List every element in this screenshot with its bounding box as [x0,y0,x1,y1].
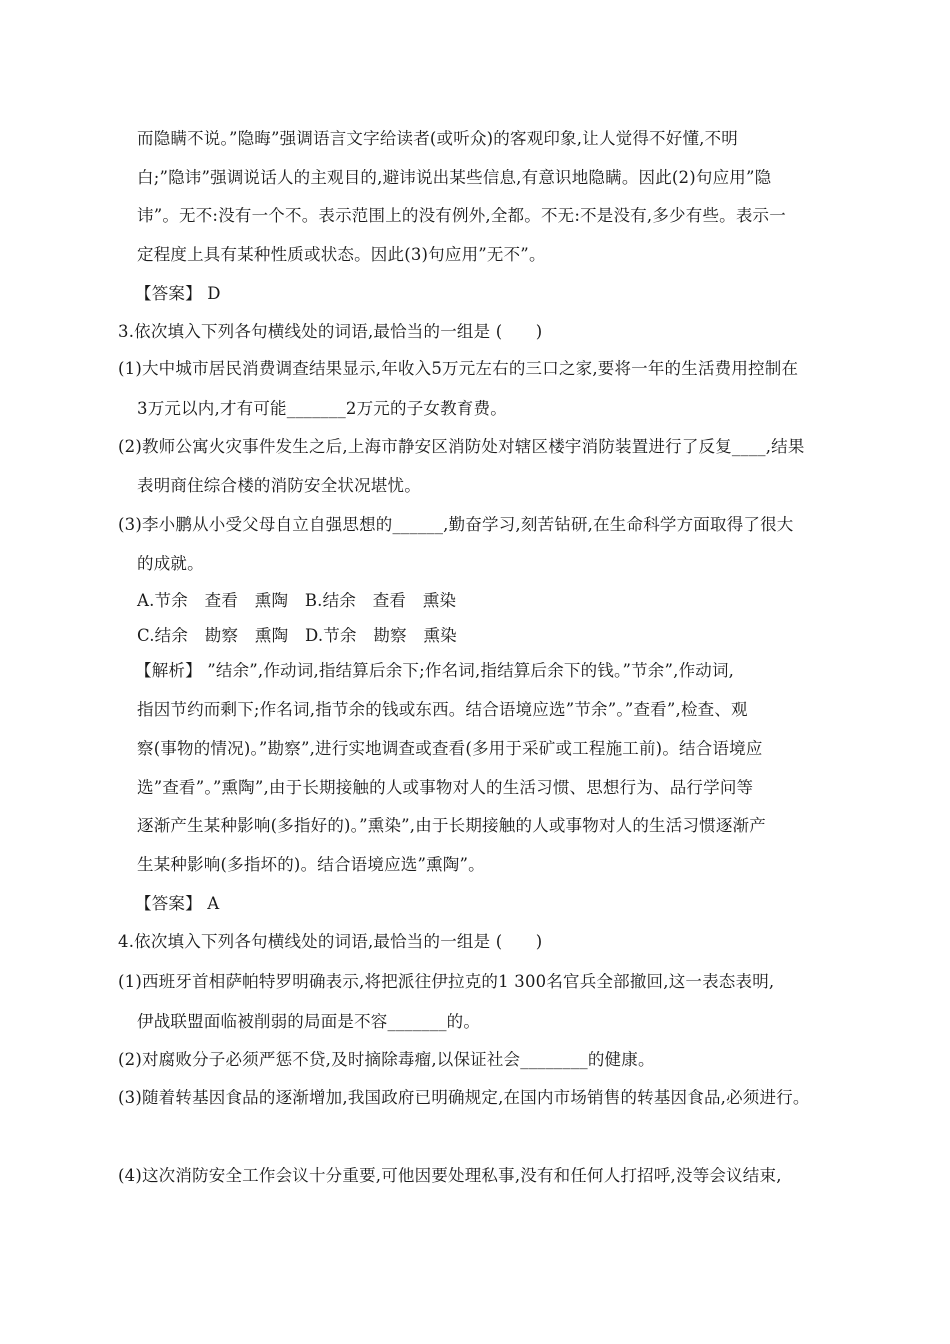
text-line: 察(事物的情况)。”勘察”,进行实地调查或查看(多用于采矿或工程施工前)。结合语境应 [137,739,763,758]
text-line: 而隐瞒不说。”隐晦”强调语言文字给读者(或听众)的客观印象,让人觉得不好懂,不明 [137,129,738,148]
text-line: (3)随着转基因食品的逐渐增加,我国政府已明确规定,在国内市场销售的转基因食品,必须进行。 [118,1088,810,1107]
text-line: (4)这次消防安全工作会议十分重要,可他因要处理私事,没有和任何人打招呼,没等会议结束, [118,1166,782,1185]
text-line: 3万元以内,才有可能_______2万元的子女教育费。 [137,399,507,418]
text-line: (2)教师公寓火灾事件发生之后,上海市静安区消防处对辖区楼宇消防装置进行了反复____,结果 [118,437,805,456]
text-line: 选”查看”。”熏陶”,由于长期接触的人或事物对人的生活习惯、思想行为、品行学问等 [137,778,754,797]
text-line: (3)李小鹏从小受父母自立自强思想的______,勤奋学习,刻苦钻研,在生命科学方面取得了很大 [118,515,794,534]
text-line: 逐渐产生某种影响(多指好的)。”熏染”,由于长期接触的人或事物对人的生活习惯逐渐产 [137,816,766,835]
text-line: (1)大中城市居民消费调查结果显示,年收入5万元左右的三口之家,要将一年的生活费用控制在 [118,359,799,378]
text-line: (1)西班牙首相萨帕特罗明确表示,将把派往伊拉克的1 300名官兵全部撤回,这一表态表明, [118,972,775,991]
text-line: 生某种影响(多指坏的)。结合语境应选”熏陶”。 [137,855,485,874]
text-line: 定程度上具有某种性质或状态。因此(3)句应用”无不”。 [137,245,546,264]
text-line: (2)对腐败分子必须严惩不贷,及时摘除毒瘤,以保证社会________的健康。 [118,1050,655,1069]
option-line: C.结余 勘察 熏陶 D.节余 勘察 熏染 [137,626,457,645]
analysis-line: 【解析】 ”结余”,作动词,指结算后余下;作名词,指结算后余下的钱。”节余”,作动词, [135,661,735,680]
text-line: 伊战联盟面临被削弱的局面是不容_______的。 [137,1012,481,1031]
text-line: 的成就。 [137,554,204,573]
question-stem: 4.依次填入下列各句横线处的词语,最恰当的一组是 ( ) [118,932,543,951]
answer-line: 【答案】 D [135,284,221,303]
text-line: 表明商住综合楼的消防安全状况堪忧。 [137,476,421,495]
text-line: 讳”。无不:没有一个不。表示范围上的没有例外,全都。不无:不是没有,多少有些。表示一 [137,206,786,225]
text-line: 白;”隐讳”强调说话人的主观目的,避讳说出某些信息,有意识地隐瞒。因此(2)句应用”隐 [137,168,772,187]
answer-line: 【答案】 A [135,894,220,913]
question-stem: 3.依次填入下列各句横线处的词语,最恰当的一组是 ( ) [118,322,543,341]
option-line: A.节余 查看 熏陶 B.结余 查看 熏染 [137,591,457,610]
text-line: 指因节约而剩下;作名词,指节余的钱或东西。结合语境应选”节余”。”查看”,检查、观 [137,700,748,719]
